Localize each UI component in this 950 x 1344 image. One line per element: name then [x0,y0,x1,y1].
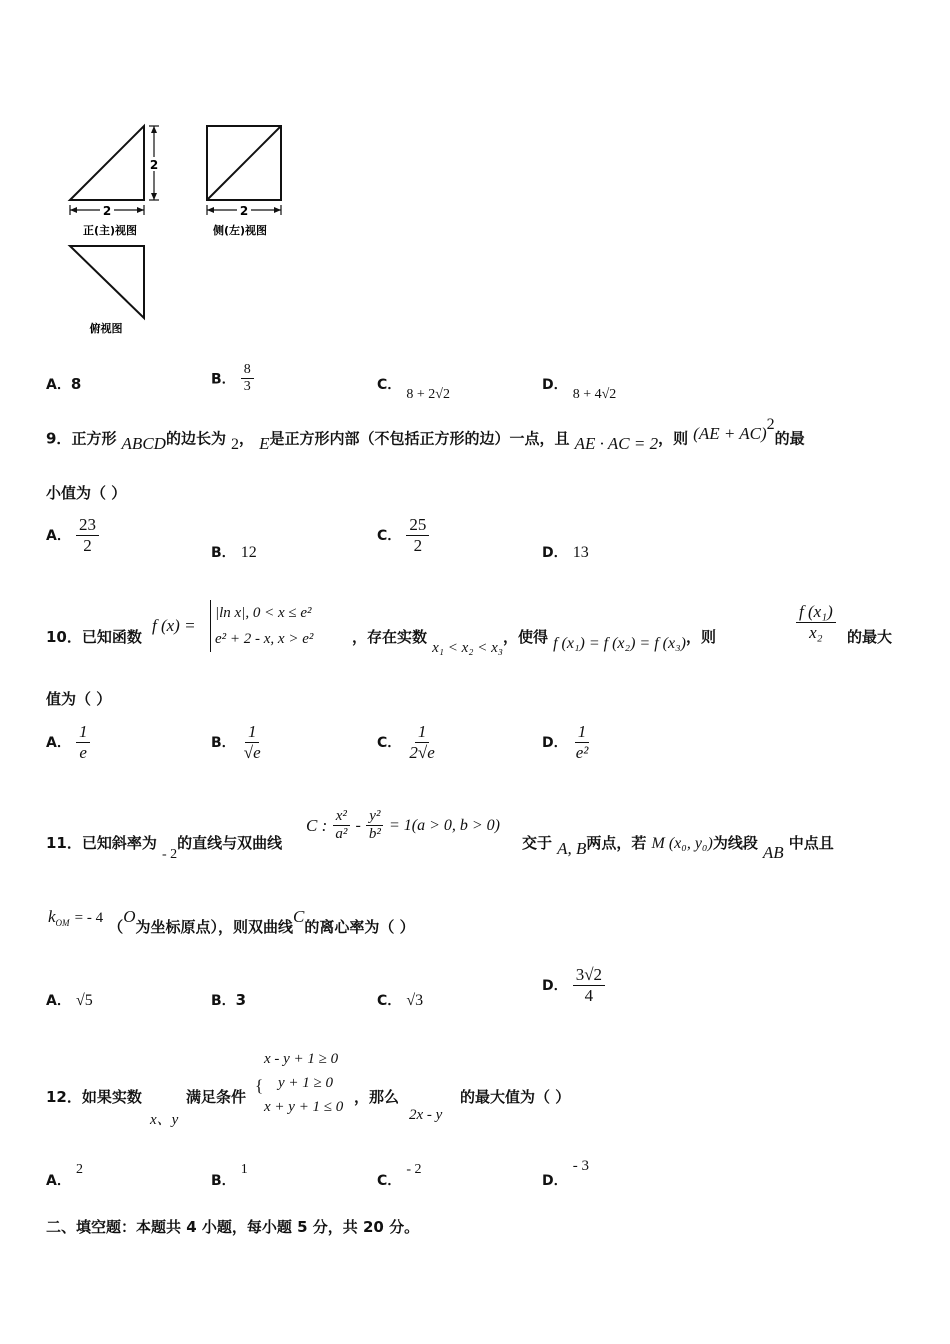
option-numerator: 3√2 [573,965,605,986]
q9-math-sup: 2 [766,416,775,433]
top-view-caption: 俯视图 [89,322,123,335]
q11-option-a[interactable] [46,990,93,1010]
q11-text: 为线段 [712,834,758,852]
q9-text: ，则 [658,429,689,448]
q12-cond2: y + 1 ≥ 0 [278,1075,334,1091]
q12-option-a[interactable] [46,1158,83,1189]
q10-text: ，则 [685,628,716,646]
option-label: D． [542,545,568,561]
q9-option-d[interactable] [542,542,589,562]
front-dim-height: 2 [149,158,159,172]
q9-stem-line2: 小值为（ ） [46,484,127,502]
q11-text: （ [108,918,124,936]
option-value: - 3 [572,1158,589,1174]
q9-math: AE · AC = 2 [574,434,659,454]
q12-option-c[interactable] [377,1158,422,1189]
q9-math: E [259,434,270,454]
q11-text: 为坐标原点），则双曲线 [135,918,294,936]
q9-option-a[interactable] [46,515,99,555]
top-view-triangle [70,246,144,318]
q12-cond3: x + y + 1 ≤ 0 [264,1099,344,1115]
option-label: C． [377,528,402,545]
q11-frac-den: a² [335,826,348,843]
side-view-caption: 侧(左)视图 [212,224,268,237]
q11-option-c[interactable] [377,990,423,1010]
q8-option-d[interactable] [542,374,617,402]
q10-option-d[interactable] [542,722,591,762]
q9-math: ABCD [121,434,166,454]
q8-option-a[interactable] [46,374,81,394]
q11-text: 的直线与双曲线 [177,834,283,852]
q10-text: 已知函数 [81,628,142,646]
q9-stem-line1 [46,416,805,454]
q11-text: 中点且 [788,834,834,852]
question-number: 10． [46,628,82,646]
q9-option-c[interactable] [377,515,429,555]
q11-math: C [293,907,305,926]
option-label: B． [211,993,236,1009]
option-label: D． [542,1173,568,1189]
q12-option-b[interactable] [211,1158,248,1189]
side-dim-width: 2 [239,204,249,218]
q10-ratio-num: f (x₁) [796,602,836,623]
q11-math: C : [306,815,328,835]
question-number: 11． [46,834,82,852]
q11-math: M (x₀, y₀) [651,835,713,852]
q11-text: 已知斜率为 [81,834,157,852]
q11-math: - 2 [161,847,178,862]
q10-math: f (x₁) = f (x₂) = f (x₃) [553,635,686,652]
q12-constraints [264,1047,343,1119]
q12-objective: 2x - y [409,1107,443,1123]
q11-math: AB [762,843,784,862]
q11-math: = - 4 [74,910,104,926]
question-number: 12． [46,1088,82,1106]
option-label: C． [377,1173,402,1189]
q10-text: ，存在实数 [352,628,428,646]
q10-ratio-den: x₂ [809,622,823,642]
option-label: A． [46,993,71,1009]
option-denominator: 2 [413,535,423,555]
q9-text: 的最 [774,429,805,448]
option-label: D． [542,377,568,393]
q12-text-then: ，那么 [354,1088,400,1106]
q10-text-end: 的最大 [847,628,893,646]
option-value: 8 [70,375,82,393]
option-denominator: 3 [243,379,251,395]
q11-stem-line1a [46,832,283,862]
q11-frac-num: x² [333,808,350,826]
option-value: 2 [75,1162,83,1177]
q10-fx: f (x) = [152,616,196,635]
option-numerator: 1 [575,722,590,743]
q11-stem-line1b [522,832,834,862]
q9-text: 是正方形内部（不包括正方形的边）一点，且 [269,429,570,448]
q10-option-b[interactable] [211,722,264,762]
option-value: - 2 [406,1162,422,1177]
option-value: 1 [240,1162,248,1177]
q11-math: A, B [557,839,587,858]
option-numerator: 1 [415,722,430,743]
option-value: 13 [572,544,589,561]
option-denominator: √e [243,742,261,762]
q10-text: ，使得 [502,628,548,646]
question-number: 9． [46,429,72,448]
option-label: B． [211,1173,236,1189]
option-value: 8 + 2√2 [406,387,450,402]
option-denominator: 4 [584,985,594,1005]
option-denominator: 2 [83,535,92,555]
q8-option-c[interactable] [377,374,450,402]
option-label: B． [211,371,236,388]
q10-option-a[interactable] [46,722,90,762]
q11-hyperbola [306,808,500,844]
q11-frac-den: b² [368,826,381,843]
option-numerator: 1 [76,722,91,743]
option-value: 12 [240,544,257,561]
three-view-figure [60,118,300,343]
option-label: C． [377,377,402,393]
q10-stem-line1 [46,600,142,646]
q9-math: 2 [231,436,240,454]
option-label: A． [46,1173,71,1189]
q11-text: 交于 [522,834,553,852]
option-numerator: 1 [245,722,260,743]
q12-stem-a [46,1086,142,1107]
option-denominator: 2√e [409,742,435,762]
option-label: C． [377,993,402,1009]
q11-math: k [48,907,56,926]
option-label: D． [542,978,568,995]
section-title: 二、填空题：本题共 4 小题，每小题 5 分，共 20 分。 [46,1218,420,1236]
q10-case1: |ln x|, 0 < x ≤ e² [215,605,312,621]
q12-text: 如果实数 [81,1088,142,1106]
q10-ratio [796,602,836,642]
option-denominator: e² [575,742,589,762]
q9-math: (AE + AC) [693,424,767,444]
option-label: A． [46,377,71,393]
q12-cond1: x - y + 1 ≥ 0 [264,1051,339,1067]
option-label: A． [46,735,71,752]
option-label: B． [211,735,236,752]
q11-option-d[interactable] [542,965,605,1005]
front-view-caption: 正(主)视图 [82,224,138,237]
option-label: C． [377,735,402,752]
q10-piecewise [210,600,313,652]
q12-vars: x、y [150,1112,179,1128]
q11-math: = 1(a > 0, b > 0) [388,816,500,834]
q11-stem-line2 [48,906,415,936]
option-numerator: 25 [406,515,429,536]
option-numerator: 23 [76,515,99,536]
option-value: 8 + 4√2 [572,387,617,402]
option-label: D． [542,735,568,752]
q10-math: x₁ < x₂ < x₃ [432,640,503,656]
option-label: A． [46,528,71,545]
option-value: 3 [235,991,247,1009]
q9-option-b[interactable] [211,542,257,562]
q9-text: 的边长为 [165,429,226,448]
q10-option-c[interactable] [377,722,438,762]
front-dim-width: 2 [102,204,112,218]
q11-math: - [355,816,361,834]
q10-stem-line2: 值为（ ） [46,690,112,708]
option-label: B． [211,545,236,561]
q10-case2: e² + 2 - x, x > e² [215,631,314,647]
q11-text: 两点，若 [586,834,647,852]
option-value: √3 [406,992,424,1009]
q9-text: ， [239,429,255,448]
q8-option-b[interactable] [211,362,254,395]
option-denominator: e [79,742,87,762]
q12-text-end: 的最大值为（ ） [460,1088,571,1106]
q11-option-b[interactable] [211,990,246,1010]
q11-frac-num: y² [366,808,383,826]
front-view-triangle [70,126,144,200]
q11-math-sub: OM [55,918,70,929]
q9-text: 正方形 [71,429,117,448]
option-value: √5 [75,992,93,1009]
q11-math: O [123,907,136,926]
q12-text-cond: 满足条件 [186,1088,247,1106]
q11-text: 的离心率为（ ） [304,918,415,936]
q12-option-d[interactable] [542,1155,589,1189]
q10-stem-mid [352,626,716,656]
q12-brace: { [255,1076,264,1095]
option-numerator: 8 [241,362,254,379]
